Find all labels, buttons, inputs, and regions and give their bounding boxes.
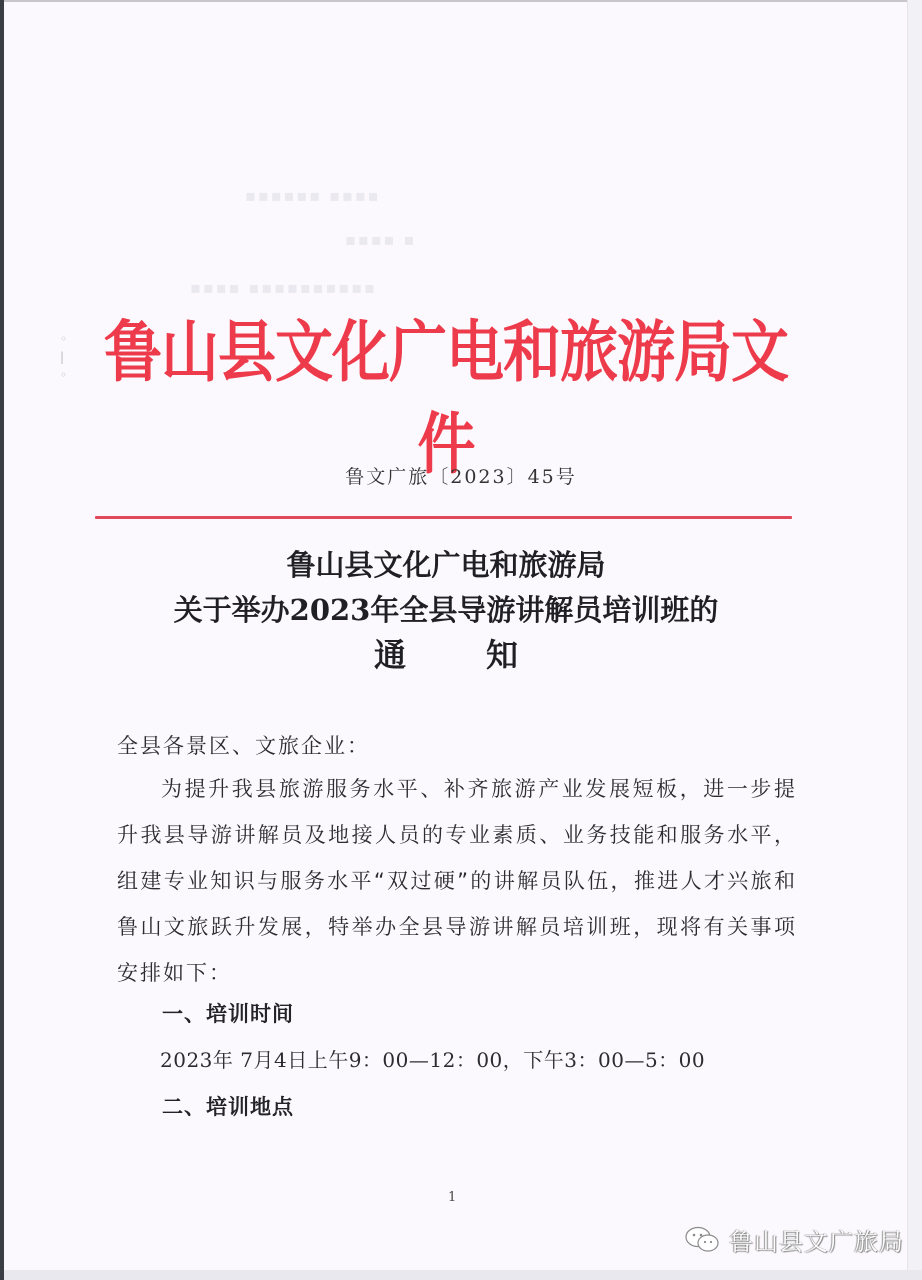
- scan-bottom-edge: [4, 1270, 922, 1280]
- salutation: 全县各景区、文旅企业：: [117, 734, 370, 758]
- title-line-2: 关于举办2023年全县导游讲解员培训班的: [173, 593, 719, 627]
- section-heading-location: 二、培训地点: [162, 1095, 294, 1119]
- wechat-watermark: [683, 1222, 904, 1257]
- document-number: 鲁文广旅〔2023〕45号: [345, 466, 577, 488]
- margin-marks: ◦ | ◦: [60, 332, 68, 382]
- issuer-header: 鲁山县文化广电和旅游局文件: [103, 312, 788, 484]
- scan-edge-strip: [0, 0, 4, 1280]
- intro-paragraph: [117, 766, 797, 996]
- intro-paragraph-text: 为提升我县旅游服务水平、补齐旅游产业发展短板，进一步提升我县导游讲解员及地接人员的专业素质、业务技能和服务水平，组建专业知识与服务水平“双过硬”的讲解员队伍，推进人才兴旅和鲁山文旅跃升发展，特举办全县导游讲解员培训班，现将有关事项安排如下：: [117, 777, 797, 985]
- title-notice-char-2: 知: [486, 636, 519, 674]
- page-number: 1: [448, 1190, 457, 1205]
- watermark-account-name: 鲁山县文广旅局: [729, 1228, 904, 1256]
- wechat-icon: [683, 1225, 723, 1255]
- show-through-text: ▪▪▪▪▪▪ ▪▪▪▪: [245, 186, 381, 205]
- show-through-text: ▪▪▪▪ ▪: [345, 230, 417, 249]
- title-notice-char-1: 通: [373, 636, 406, 674]
- section-heading-time: 一、培训时间: [162, 1002, 294, 1026]
- show-through-text: ▪▪▪▪ ▪▪▪▪▪▪▪▪▪▪: [190, 278, 377, 297]
- scan-right-edge: [907, 0, 922, 1280]
- title-line-3: [96, 633, 796, 677]
- red-separator-rule: [95, 516, 792, 519]
- scan-top-edge: [4, 0, 922, 2]
- training-time: 2023年 7月4日上午9：00—12：00，下午3：00—5：00: [160, 1048, 706, 1072]
- title-line-1: 鲁山县文化广电和旅游局: [286, 548, 606, 582]
